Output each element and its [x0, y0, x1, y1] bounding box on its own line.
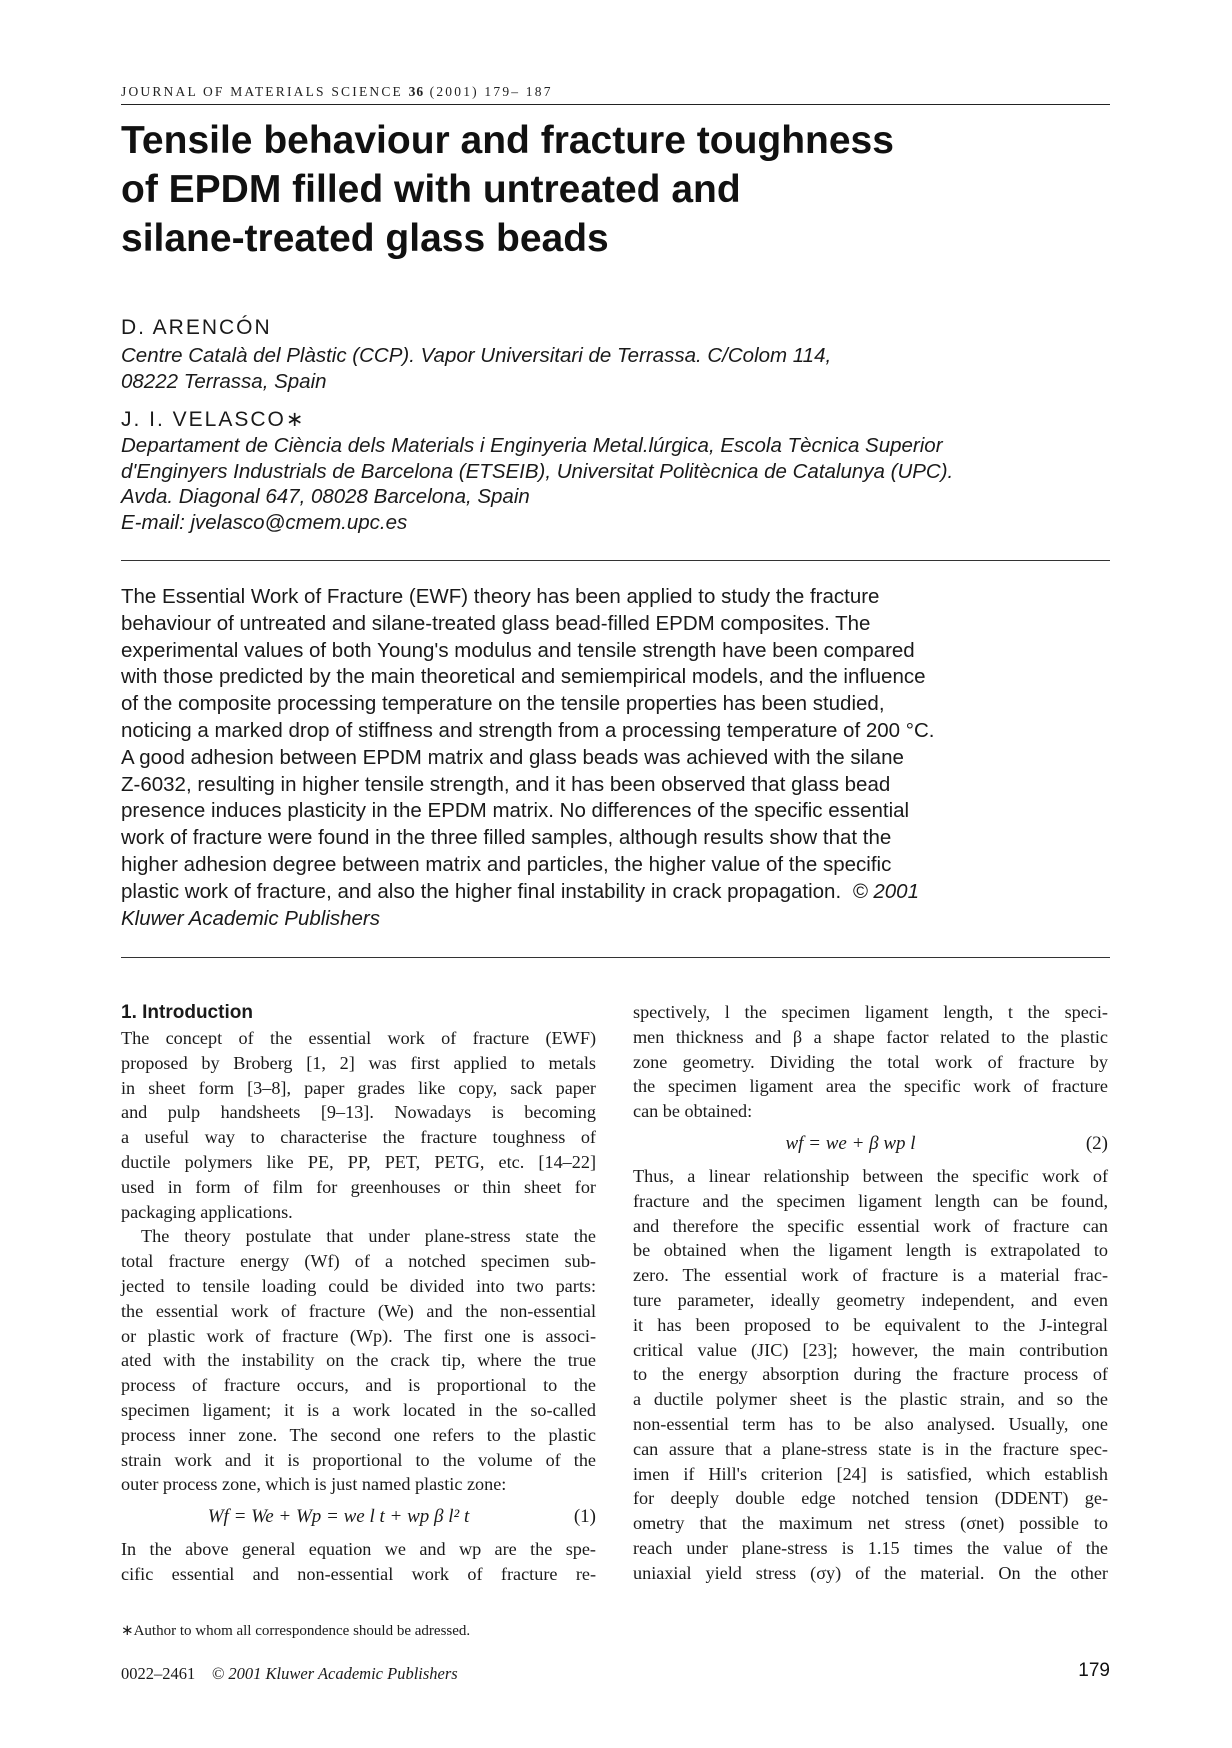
- journal-name: JOURNAL OF MATERIALS SCIENCE: [121, 84, 403, 99]
- body-line: ated with the instability on the crack tip, where the true: [121, 1350, 596, 1371]
- equation-number: (1): [573, 1505, 596, 1527]
- body-line: In the above general equation we and wp are the spe-: [121, 1539, 596, 1560]
- section-heading: 1. Introduction: [121, 1002, 253, 1023]
- header-rule: [121, 104, 1110, 105]
- body-line: or plastic work of fracture (Wp). The first one is associ-: [121, 1325, 596, 1346]
- equation-expression: Wf = We + Wp = we l t + wp β l² t: [207, 1505, 470, 1527]
- body-line: Thus, a linear relationship between the specific work of: [633, 1165, 1108, 1186]
- body-line: reach under plane-stress is 1.15 times the value of the: [633, 1537, 1108, 1558]
- author-affiliation: [121, 343, 1116, 394]
- body-line: it has been proposed to be equivalent to the J-integral: [633, 1314, 1108, 1335]
- title-line: silane-treated glass beads: [121, 217, 609, 260]
- body-line: total fracture energy (Wf) of a notched specimen sub-: [121, 1251, 596, 1272]
- body-line: for deeply double edge notched tension (DDENT) ge-: [633, 1488, 1108, 1509]
- abstract-line: A good adhesion between EPDM matrix and glass beads was achieved with the silane: [121, 745, 904, 769]
- author-name: D. ARENCÓN: [121, 316, 272, 339]
- journal-year-pages: (2001) 179– 187: [429, 84, 553, 99]
- author-affiliation: [121, 433, 1116, 535]
- body-line: process inner zone. The second one refers to the plastic: [121, 1424, 596, 1445]
- footer-copyright: © 2001 Kluwer Academic Publishers: [211, 1664, 458, 1683]
- body-line: men thickness and β a shape factor related to the plastic: [633, 1026, 1108, 1047]
- abstract-line: higher adhesion degree between matrix and particles, the higher value of the specific: [121, 852, 892, 876]
- abstract-copyright: © 2001: [852, 879, 919, 903]
- body-line: specimen ligament; it is a work located in the so-called: [121, 1399, 596, 1420]
- author-email[interactable]: E-mail: jvelasco@cmem.upc.es: [121, 510, 408, 534]
- body-line: proposed by Broberg [1, 2] was first applied to metals: [121, 1052, 596, 1073]
- abstract-bottom-rule: [121, 957, 1110, 958]
- abstract-line: of the composite processing temperature on the tensile properties has been studied,: [121, 692, 885, 716]
- body-line: to the energy absorption during the fracture process of: [633, 1364, 1108, 1385]
- running-head: [121, 84, 553, 100]
- body-line: ometry that the maximum net stress (σnet) possible to: [633, 1513, 1108, 1534]
- footer-imprint: [121, 1664, 458, 1684]
- body-line: imen if Hill's criterion [24] is satisfied, which establish: [633, 1463, 1108, 1484]
- body-line: a useful way to characterise the fracture toughness of: [121, 1127, 596, 1148]
- issn: 0022–2461: [121, 1664, 196, 1683]
- abstract-line: work of fracture were found in the three filled samples, although results show that the: [121, 826, 892, 850]
- body-line: fracture and the specimen ligament length can be found,: [633, 1190, 1108, 1211]
- body-line: ture parameter, ideally geometry independent, and even: [633, 1289, 1108, 1310]
- body-line: zero. The essential work of fracture is a material frac-: [633, 1265, 1108, 1286]
- abstract-line: presence induces plasticity in the EPDM matrix. No differences of the specific essential: [121, 799, 910, 823]
- abstract-line: The Essential Work of Fracture (EWF) theory has been applied to study the fracture: [121, 585, 880, 608]
- body-line: and pulp handsheets [9–13]. Nowadays is becoming: [121, 1102, 596, 1123]
- left-column: [121, 1000, 596, 1587]
- body-line: a ductile polymer sheet is the plastic strain, and so the: [633, 1389, 1108, 1410]
- abstract: [121, 584, 1116, 932]
- journal-volume: 36: [408, 84, 425, 99]
- body-line: The theory postulate that under plane-stress state the: [141, 1226, 596, 1247]
- author-name: J. I. VELASCO∗: [121, 408, 306, 431]
- title-line: of EPDM filled with untreated and: [121, 168, 741, 211]
- equation-number: (2): [1085, 1132, 1108, 1154]
- abstract-line: behaviour of untreated and silane-treated glass bead-filled EPDM composites. The: [121, 611, 871, 635]
- body-line: outer process zone, which is just named plastic zone:: [121, 1474, 507, 1495]
- abstract-top-rule: [121, 560, 1110, 561]
- title-line: Tensile behaviour and fracture toughness: [121, 119, 894, 162]
- affiliation-line: 08222 Terrassa, Spain: [121, 369, 327, 393]
- body-line: jected to tensile loading could be divided into two parts:: [121, 1275, 596, 1296]
- body-line: can be obtained:: [633, 1101, 753, 1122]
- body-line: in sheet form [3–8], paper grades like copy, sack paper: [121, 1077, 596, 1098]
- affiliation-line: Avda. Diagonal 647, 08028 Barcelona, Spain: [121, 485, 530, 508]
- abstract-line: [121, 906, 1116, 933]
- body-line: the specimen ligament area the specific work of fracture: [633, 1076, 1108, 1097]
- body-line: uniaxial yield stress (σy) of the material. On the other: [633, 1562, 1108, 1583]
- body-line: and therefore the specific essential work of fracture can: [633, 1215, 1108, 1236]
- abstract-line: noticing a marked drop of stiffness and strength from a processing temperature of 200 °C.: [121, 718, 935, 742]
- body-line: the essential work of fracture (We) and the non-essential: [121, 1300, 596, 1321]
- affiliation-line: d'Enginyers Industrials de Barcelona (ETSEIB), Universitat Politècnica de Catalunya (UPC).: [121, 459, 954, 483]
- body-line: non-essential term has to be also analysed. Usually, one: [633, 1413, 1108, 1434]
- abstract-line: experimental values of both Young's modulus and tensile strength have been compared: [121, 638, 915, 662]
- body-line: can assure that a plane-stress state is in the fracture spec-: [633, 1438, 1108, 1459]
- body-line: zone geometry. Dividing the total work of fracture by: [633, 1051, 1108, 1072]
- affiliation-line: Departament de Ciència dels Materials i Enginyeria Metal.lúrgica, Escola Tècnica Superior: [121, 434, 943, 457]
- body-line: strain work and it is proportional to the volume of the: [121, 1449, 596, 1470]
- abstract-line: [121, 879, 1116, 906]
- abstract-line-text: plastic work of fracture, and also the higher final instability in crack propagation.: [121, 879, 842, 903]
- body-line: ductile polymers like PE, PP, PET, PETG, etc. [14–22]: [121, 1151, 596, 1172]
- body-line: packaging applications.: [121, 1201, 293, 1222]
- abstract-line: Z-6032, resulting in higher tensile strength, and it has been observed that glass bead: [121, 772, 891, 796]
- footnote: ∗Author to whom all correspondence should be adressed.: [121, 1623, 471, 1639]
- body-line: The concept of the essential work of fracture (EWF): [121, 1028, 596, 1048]
- body-line: critical value (JIC) [23]; however, the main contribution: [633, 1339, 1108, 1360]
- page-number: 179: [1078, 1660, 1110, 1681]
- paper-title: [121, 116, 1021, 263]
- abstract-publisher: Kluwer Academic Publishers: [121, 906, 381, 930]
- right-column: [633, 1000, 1108, 1586]
- body-line: be obtained when the ligament length is extrapolated to: [633, 1240, 1108, 1261]
- equation-2: [633, 1124, 1108, 1164]
- affiliation-line: Centre Català del Plàstic (CCP). Vapor Universitari de Terrassa. C/Colom 114,: [121, 344, 832, 367]
- equation-expression: wf = we + β wp l: [785, 1132, 916, 1154]
- body-line: used in form of film for greenhouses or thin sheet for: [121, 1176, 596, 1197]
- body-line: spectively, l the specimen ligament length, t the speci-: [633, 1002, 1108, 1022]
- abstract-line: with those predicted by the main theoretical and semiempirical models, and the influence: [121, 665, 926, 689]
- equation-1: [121, 1497, 596, 1537]
- body-line: process of fracture occurs, and is proportional to the: [121, 1375, 596, 1396]
- body-line: cific essential and non-essential work of fracture re-: [121, 1563, 596, 1584]
